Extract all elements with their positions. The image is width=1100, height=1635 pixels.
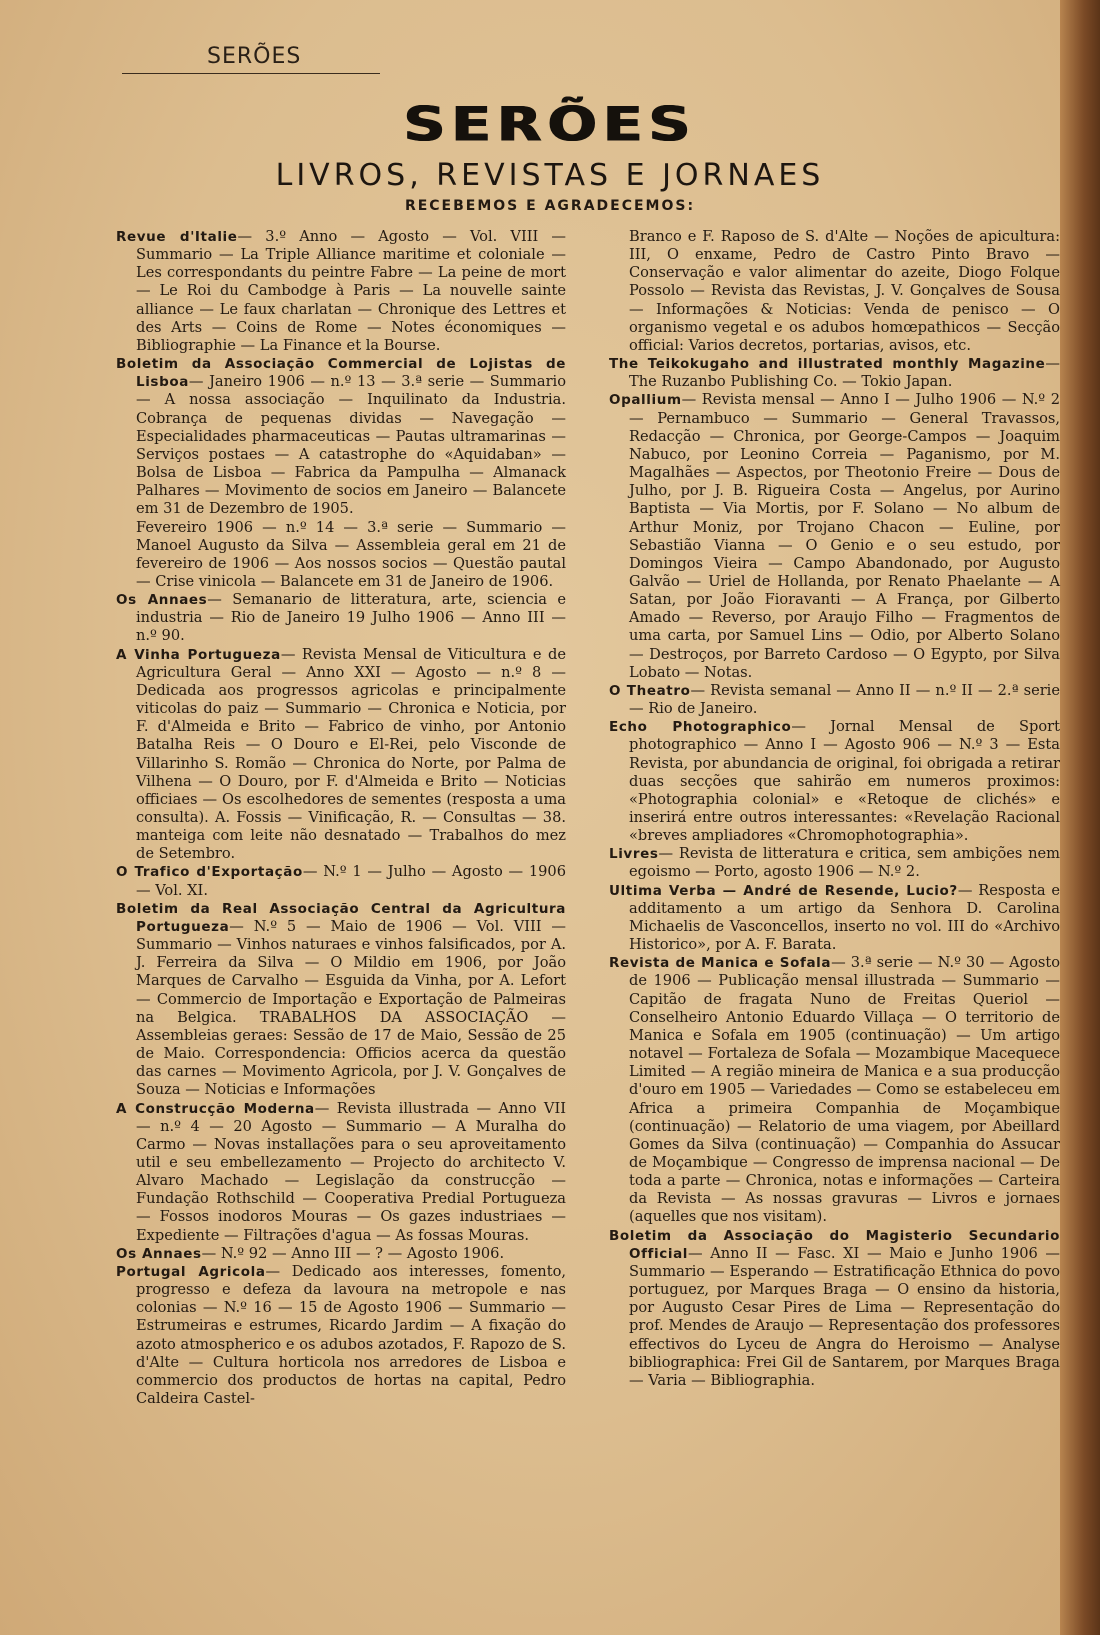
listing-entry	[116, 863, 566, 899]
listing-entry	[609, 954, 1060, 1226]
entry-title: Boletim da Associação do Magisterio Secundario Official	[609, 1227, 1060, 1262]
entry-text: — 3.ª serie — N.º 30 — Agosto de 1906 — Publicação mensal illustrada — Summario — Capitão de fragata Nuno de Freitas Queriol — Conselheiro Antonio Eduardo Villaça — O territorio de Manica e Sofala em 1905 (continuação) — Um artigo notavel — Fortaleza de Sofala — Mozambique Macequece Limited — A região mineira de Manica e a sua producção d'ouro em 1905 — Variedades — Como se estabeleceu em Africa a primeira Companhia de Moçambique (continuação) — Relatorio de uma viagem, por Abeillard Gomes da Silva (continuação) — Companhia do Assucar de Moçambique — Congresso de imprensa nacional — De toda a parte — Chronica, notas e informações — Carteira da Revista — As nossas gravuras — Livros e jornaes (aquelles que nos visitam).	[629, 954, 1060, 1226]
entry-text: — Dedicado aos interesses, fomento, progresso e defeza da lavoura na metropole e nas colonias — N.º 16 — 15 de Agosto 1906 — Summario — Estrumeiras e estrumes, Ricardo Jardim — A fixação do azoto atmospherico e os adubos azotados, F. Rapozo de S. d'Alte — Cultura horticola nos arredores de Lisboa e commercio dos productos de hortas na capital, Pedro Caldeira Castel-	[136, 1262, 566, 1407]
listing-entry	[116, 900, 566, 1100]
entry-text: — Revista de litteratura e critica, sem ambições nem egoismo — Porto, agosto 1906 — N.º 2.	[629, 845, 1060, 881]
entry-text: — Revista illustrada — Anno VII — n.º 4 — 20 Agosto — Summario — A Muralha do Carmo — Novas installações para o seu aproveitamento util e seu embellezamento — Projecto do architecto V. Alvaro Machado — Legislação da construcção — Fundação Rothschild — Cooperativa Predial Portugueza — Fossos inodoros Mouras — Os gazes industriaes — Expediente — Filtrações d'agua — As fossas Mouras.	[136, 1099, 567, 1244]
entry-title: Portugal Agricola	[116, 1263, 266, 1280]
entry-text: — Semanario de litteratura, arte, sciencia e industria — Rio de Janeiro 19 Julho 1906 — Anno III — n.º 90.	[136, 591, 566, 645]
listing-entry	[609, 682, 1060, 718]
listing-entry	[609, 228, 1060, 355]
listing-entry	[116, 355, 566, 518]
section-subtitle: LIVROS, REVISTAS E JORNAES	[275, 158, 825, 193]
entry-title: Opallium	[609, 392, 682, 409]
entry-text: — Janeiro 1906 — n.º 13 — 3.ª serie — Summario — A nossa associação — Inquilinato da Industria. Cobrança de pequenas dividas — Navegação — Especialidades pharmaceuticas — Pautas ultramarinas — Serviços postaes — A catastrophe do «Aquidaban» — Bolsa de Lisboa — Fabrica da Pampulha — Almanack Palhares — Movimento de socios em Janeiro — Balancete em 31 de Dezembro de 1905.	[136, 373, 566, 518]
running-head: SERÕES	[207, 44, 302, 69]
entry-text: — Revista Mensal de Viticultura e de Agricultura Geral — Anno XXI — Agosto — n.º 8 — Dedicada aos progressos agricolas e principalmente viticolas do paiz — Summario — Chronica e Noticia, por F. d'Almeida e Brito — Fabrico de vinho, por Antonio Batalha Reis — O Douro e El-Rei, pelo Visconde de Villarinho S. Romão — Chronica do Norte, por Palma de Vilhena — O Douro, por F. d'Almeida e Brito — Noticias officiaes — Os escolhedores de sementes (resposta a uma consulta). A. Fossis — Vinificação, R. — Consultas — 38. manteiga com leite não desnatado — Trabalhos do mez de Setembro.	[136, 645, 566, 863]
listing-entry	[116, 1245, 566, 1263]
entry-text: — N.º 5 — Maio de 1906 — Vol. VIII — Summario — Vinhos naturaes e vinhos falsificados, por A. J. Ferreira da Silva — O Mildio em 1906, por João Marques de Carvalho — Esguida da Vinha, por A. Lefort — Commercio de Importação e Exportação de Palmeiras na Belgica. TRABALHOS DA ASSOCIAÇÃO — Assembleias geraes: Sessão de 17 de Maio, Sessão de 25 de Maio. Correspondencia: Officios acerca da questão das carnes — Movimento Agricola, por J. V. Gonçalves de Souza — Noticias e Informações	[136, 917, 566, 1099]
listing-entry	[116, 1100, 566, 1245]
listing-entry	[116, 228, 566, 355]
listing-entry	[116, 591, 566, 645]
listing-entry	[116, 646, 566, 864]
listing-entry	[609, 845, 1060, 881]
listing-entry	[116, 1263, 566, 1408]
listing-entry	[609, 355, 1060, 391]
entry-text: Branco e F. Raposo de S. d'Alte — Noções de apicultura: III, O enxame, Pedro de Castro Pinto Bravo — Conservação e valor alimentar do azeite, Diogo Folque Possolo — Revista das Revistas, J. V. Gonçalves de Sousa — Informações & Noticias: Venda de penisco — O organismo vegetal e os adubos homœpathicos — Secção official: Varios decretos, portarias, avisos, etc.	[629, 228, 1060, 354]
entry-title: Boletim da Associação Commercial de Lojistas de Lisboa	[116, 356, 566, 391]
entry-title: Revista de Manica e Sofala	[609, 955, 832, 972]
received-notice: RECEBEMOS E AGRADECEMOS:	[404, 198, 696, 214]
page-edge	[1060, 0, 1100, 1635]
entry-title: Echo Photographico	[609, 719, 792, 736]
entry-text: — Revista semanal — Anno II — n.º II — 2.ª serie — Rio de Janeiro.	[629, 681, 1060, 718]
entry-title: Os Annaes	[116, 1245, 202, 1262]
entry-text: Fevereiro 1906 — n.º 14 — 3.ª serie — Summario — Manoel Augusto da Silva — Assembleia geral em 21 de fevereiro de 1906 — Aos nossos socios — Questão pautal — Crise vinicola — Balancete em 31 de Janeiro de 1906.	[136, 518, 566, 590]
entry-text: — Anno II — Fasc. XI — Maio e Junho 1906 — Summario — Esperando — Estratificação Ethnica do povo portuguez, por Marques Braga — O ensino da historia, por Augusto Cesar Pires de Lima — Representação do prof. Mendes de Araujo — Representação dos professores effectivos do Lyceu de Angra do Heroismo — Analyse bibliographica: Frei Gil de Santarem, por Marques Braga — Varia — Bibliographia.	[629, 1244, 1060, 1389]
masthead-title: SERÕES	[403, 96, 697, 152]
entry-title: A Vinha Portugueza	[116, 646, 281, 663]
entry-title: The Teikokugaho and illustrated monthly Magazine	[609, 356, 1046, 373]
right-column	[609, 228, 1060, 1390]
listing-entry	[609, 391, 1060, 682]
entry-text: — N.º 92 — Anno III — ? — Agosto 1906.	[201, 1244, 505, 1262]
listing-entry	[116, 519, 566, 592]
entry-text: — The Ruzanbo Publishing Co. — Tokio Japan.	[629, 355, 1060, 391]
entry-title: Ultima Verba — André de Resende, Lucio?	[609, 882, 958, 899]
entry-title: O Trafico d'Exportação	[116, 864, 303, 881]
entry-title: Os Annaes	[116, 592, 208, 609]
entry-text: — 3.º Anno — Agosto — Vol. VIII — Summario — La Triple Alliance maritime et coloniale — Les correspondants du peintre Fabre — La peine de mort — Le Roi du Cambodge à Paris — La nouvelle sainte alliance — Le faux charlatan — Chronique des Lettres et des Arts — Coins de Rome — Notes économiques — Bibliographie — La Finance et la Bourse.	[136, 228, 566, 354]
entry-text: — Resposta e additamento a um artigo da Senhora D. Carolina Michaelis de Vasconcellos, inserto no vol. III do «Archivo Historico», por A. F. Barata.	[629, 881, 1060, 954]
listing-entry	[609, 882, 1060, 955]
entry-title: Revue d'Italie	[116, 229, 238, 245]
entry-title: A Construcção Moderna	[116, 1100, 315, 1117]
entry-text: — Revista mensal — Anno I — Julho 1906 — N.º 2 — Pernambuco — Summario — General Travassos, Redacção — Chronica, por George-Campos — Joaquim Nabuco, por Leonino Correia — Paganismo, por M. Magalhães — Aspectos, por Theotonio Freire — Dous de Julho, por J. B. Rigueira Costa — Angelus, por Aurino Baptista — Via Mortis, por F. Solano — No album de Arthur Moniz, por Trojano Chacon — Euline, por Sebastião Vianna — O Genio e o seu estudo, por Domingos Vieira — Campo Abandonado, por Augusto Galvão — Uriel de Hollanda, por Renato Phaelante — A Satan, por João Fioravanti — A França, por Gilberto Amado — Reverso, por Araujo Filho — Fragmentos de uma carta, por Samuel Lins — Odio, por Alberto Solano — Destroços, por Barreto Cardoso — O Egypto, por Silva Lobato — Notas.	[629, 391, 1060, 681]
running-head-rule	[122, 73, 380, 74]
listing-entry	[609, 1227, 1060, 1390]
entry-title: Livres	[609, 846, 659, 863]
entry-text: — Jornal Mensal de Sport photographico — Anno I — Agosto 906 — N.º 3 — Esta Revista, por abundancia de original, foi obrigada a retirar duas secções que sahirão em numeros proximos: «Photographia colonial» e «Retoque de clichés» e inserirá entre outros interessantes: «Revelação Racional «breves ampliadores «Chromophotographia».	[629, 718, 1061, 845]
entry-text: — N.º 1 — Julho — Agosto — 1906 — Vol. XI.	[136, 863, 566, 899]
entry-title: O Theatro	[609, 682, 691, 699]
entry-title: Boletim da Real Associação Central da Agricultura Portugueza	[116, 900, 566, 935]
left-column	[116, 228, 566, 1408]
listing-entry	[609, 718, 1060, 845]
